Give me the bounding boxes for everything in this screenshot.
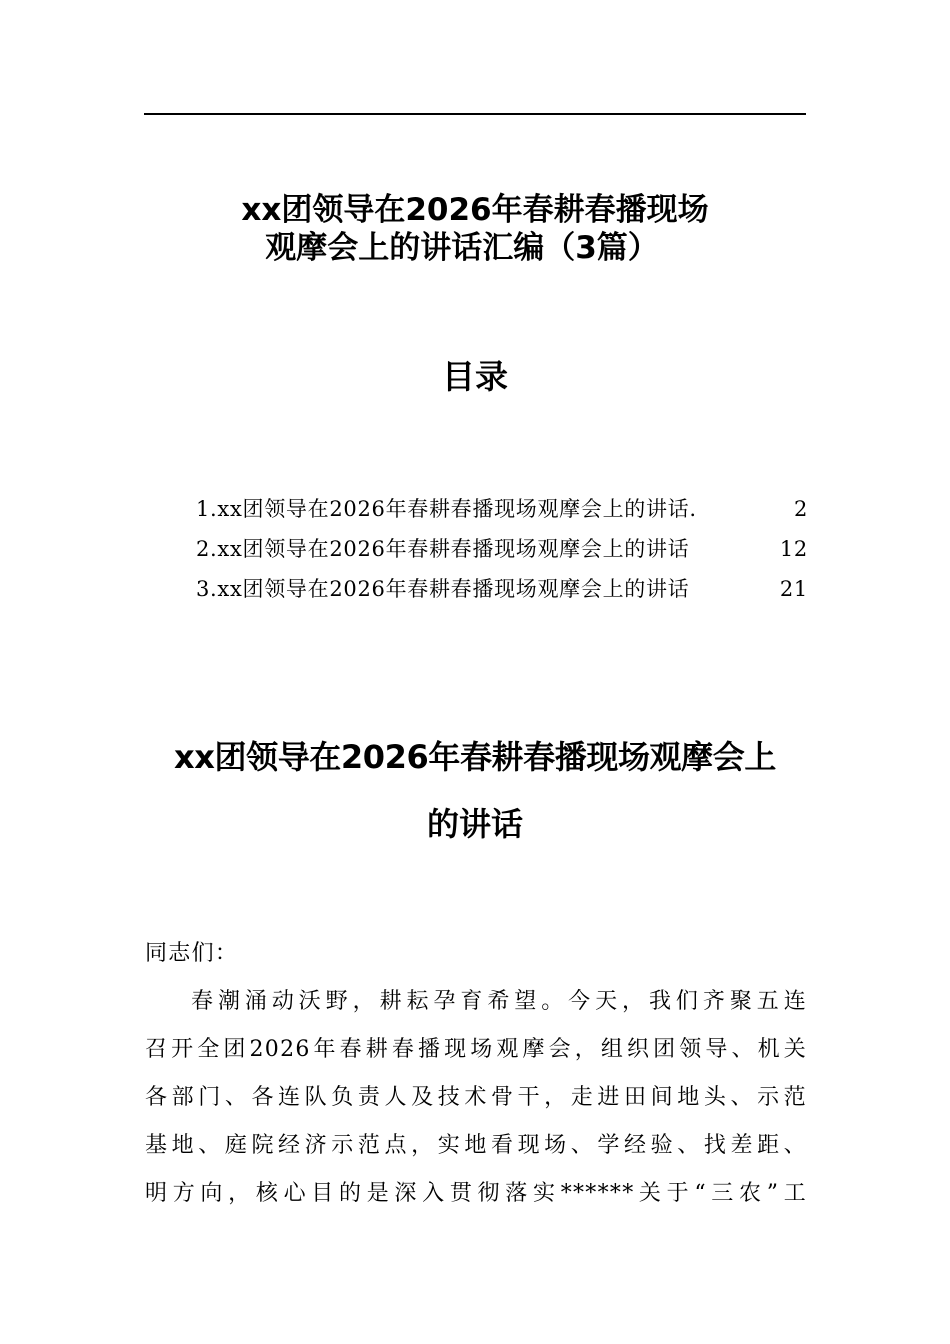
toc-entry-1[interactable] — [196, 491, 808, 531]
paragraph-line: 各部门、各连队负责人及技术骨干，走进田间地头、示范 — [145, 1085, 807, 1110]
toc-entry-page: 2 — [793, 497, 808, 521]
toc-entry-3[interactable] — [196, 571, 808, 611]
speech-title-line-1: xx团领导在2026年春耕春播现场观摩会上 — [174, 738, 776, 776]
toc-entry-title: 3.xx团领导在2026年春耕春播现场观摩会上的讲话 — [196, 577, 690, 601]
paragraph-line: 基地、庭院经济示范点，实地看现场、学经验、找差距、 — [145, 1133, 807, 1158]
toc-entry-page: 12 — [779, 537, 808, 561]
table-of-contents — [196, 491, 808, 611]
toc-entry-title: 2.xx团领导在2026年春耕春播现场观摩会上的讲话 — [196, 537, 690, 561]
toc-entry-2[interactable] — [196, 531, 808, 571]
paragraph-line: 召开全团2026年春耕春播现场观摩会，组织团领导、机关 — [145, 1037, 807, 1062]
toc-entry-title: 1.xx团领导在2026年春耕春播现场观摩会上的讲话. — [196, 497, 697, 521]
document-title-line-2: 观摩会上的讲话汇编（3篇） — [265, 230, 659, 266]
toc-heading: 目录 — [442, 357, 508, 396]
toc-entry-page: 21 — [779, 577, 808, 601]
salutation: 同志们： — [145, 941, 239, 966]
speech-title-line-2: 的讲话 — [426, 805, 523, 843]
paragraph-line: 明方向，核心目的是深入贯彻落实******关于“三农”工 — [145, 1181, 807, 1206]
header-rule — [144, 113, 806, 115]
paragraph-line: 春潮涌动沃野，耕耘孕育希望。今天，我们齐聚五连 — [191, 989, 807, 1014]
document-title-line-1: xx团领导在2026年春耕春播现场 — [241, 192, 709, 228]
speech-paragraph — [145, 978, 807, 1218]
